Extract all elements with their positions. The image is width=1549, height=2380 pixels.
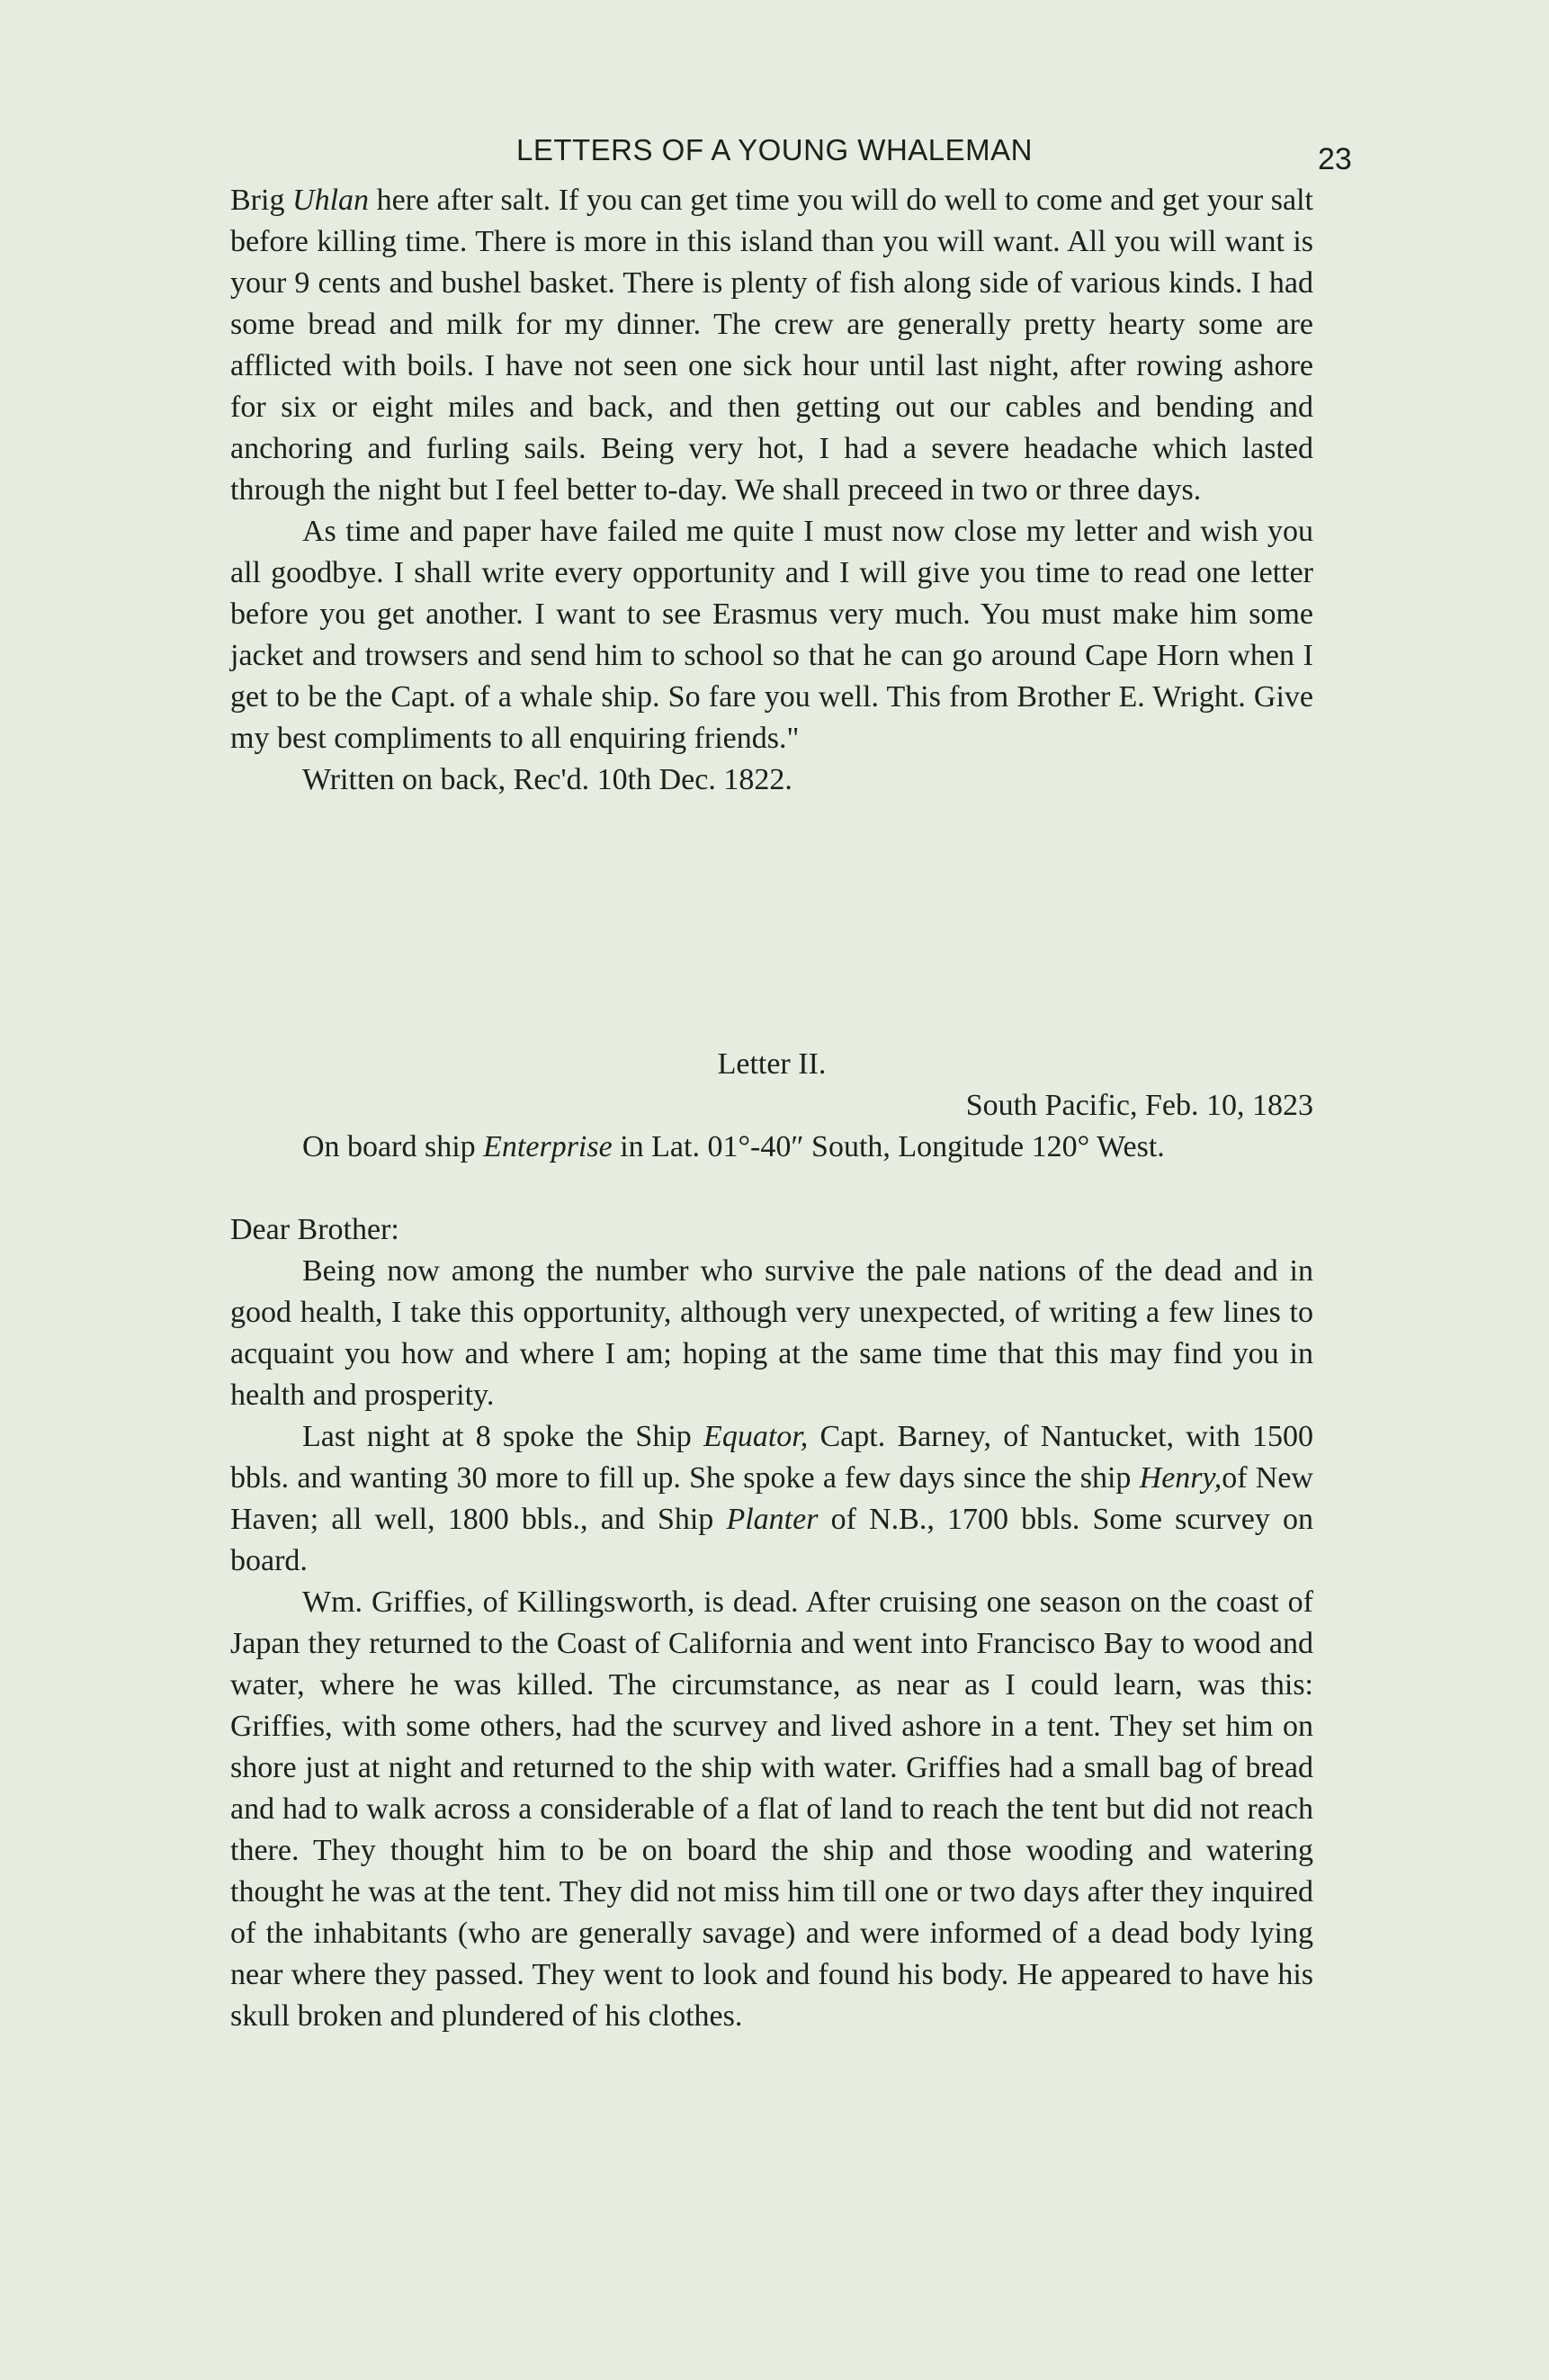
ship-name: Enterprise [483, 1130, 613, 1163]
letter-one-continuation [230, 180, 1313, 801]
letter-two-paragraph-1: Being now among the number who survive the pale nations of the dead and in good health, I take this opportunity, although very unexpected, of writing a few lines to acquaint you how and where I am; hoping at the same time that this may find you in health and prosperity. [230, 1254, 1313, 1412]
letter-one-paragraph-1: Brig Uhlan here after salt. If you can get time you will do well to come and get your salt before killing time. There is more in this island than you will want. All you will want is your 9 cents and bushel basket. There is plenty of fish along side of various kinds. I had some bread and milk for my dinner. The crew are generally pretty hearty some are afflicted with boils. I have not seen one sick hour until last night, after rowing ashore for six or eight miles and back, and then getting out our cables and bending and anchoring and furling sails. Being very hot, I had a severe headache which lasted through the night but I feel better to-day. We shall preceed in two or three days. [230, 184, 1314, 507]
letter-two-paragraph-3: Wm. Griffies, of Killingsworth, is dead. After cruising one season on the coast of Japan they returned to the Coast of California and went into Francisco Bay to wood and water, where he was killed. The circumstance, as near as I could learn, was this: Griffies, with some others, had the scurvey and lived ashore in a tent. They set him on shore just at night and returned to the ship with water. Griffies had a small bag of bread and had to walk across a considerable of a flat of land to reach the tent but did not reach there. They thought him to be on board the ship and those wooding and watering thought he was at the tent. They did not miss him till one or two days after they inquired of the inhabitants (who are generally savage) and were informed of a dead body lying near where they passed. They went to look and found his body. He appeared to have his skull broken and plundered of his clothes. [230, 1585, 1313, 2033]
letter-two-location: On board ship Enterprise in Lat. 01°-40″ South, Longitude 120° West. [302, 1130, 1165, 1163]
ship-name: Equator, [703, 1420, 809, 1453]
letter-two-paragraph-2: Last night at 8 spoke the Ship Equator, Capt. Barney, of Nantucket, with 1500 bbls. and wanting 30 more to fill up. She spoke a few days since the ship Henry,of New Haven; all well, 1800 bbls., and Ship Planter of N.B., 1700 bbls. Some scurvey on board. [230, 1420, 1313, 1577]
letter-two-dateline: South Pacific, Feb. 10, 1823 [965, 1089, 1313, 1122]
letter-two-salutation: Dear Brother: [230, 1213, 399, 1246]
letter-two [230, 1044, 1313, 2037]
letter-two-heading: Letter II. [717, 1047, 827, 1081]
ship-name: Uhlan [292, 184, 370, 217]
letter-one-paragraph-2: As time and paper have failed me quite I must now close my letter and wish you all goodbye. I shall write every opportunity and I will give you time to read one letter before you get another. I want to see Erasmus very much. You must make him some jacket and trowsers and send him to school so that he can go around Cape Horn when I get to be the Capt. of a whale ship. So fare you well. This from Brother E. Wright. Give my best compliments to all enquiring friends." [230, 515, 1313, 755]
running-head: LETTERS OF A YOUNG WHALEMAN [515, 133, 1033, 166]
page-number: 23 [1318, 142, 1352, 176]
letter-one-note: Written on back, Rec'd. 10th Dec. 1822. [302, 763, 792, 796]
ship-name: Planter [726, 1503, 819, 1536]
ship-name: Henry, [1139, 1461, 1222, 1495]
